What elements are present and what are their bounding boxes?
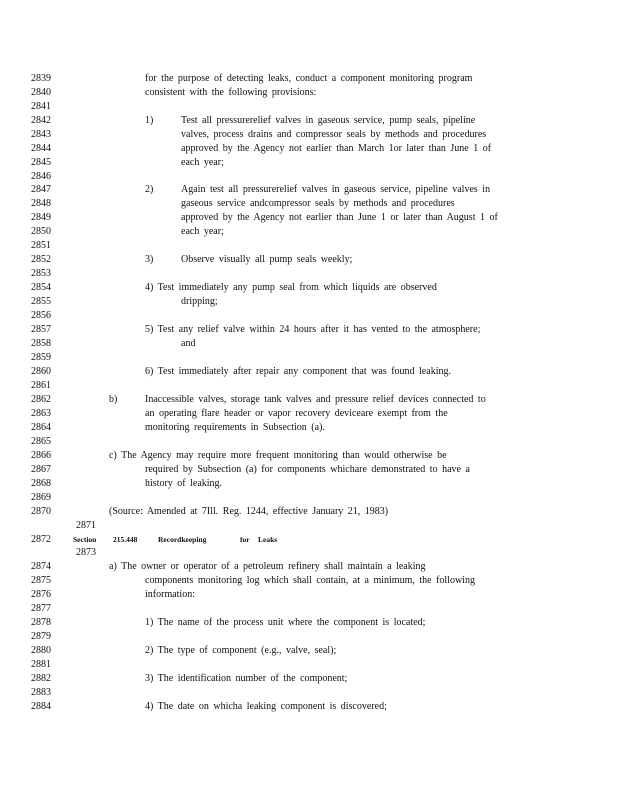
line-number: 2848 — [31, 198, 51, 209]
section-title: Recordkeeping — [158, 535, 207, 544]
line-number: 2879 — [31, 631, 51, 642]
line-text: and — [181, 338, 196, 349]
line-number: 2867 — [31, 464, 51, 475]
line-number: 2845 — [31, 157, 51, 168]
section-title: for — [240, 535, 250, 544]
line-text: Again test all pressurerelief valves in gaseous service, pipeline valves in — [181, 184, 491, 195]
line-number: 2855 — [31, 296, 51, 307]
line-text: approved by the Agency not earlier than March 1or later than June 1 of — [181, 143, 492, 154]
line-number: 2843 — [31, 129, 51, 140]
line-text: history of leaking. — [145, 478, 223, 489]
line-number: 2847 — [31, 184, 51, 195]
line-text: 4) The date on whicha leaking component is discovered; — [145, 701, 387, 712]
source-note: (Source: Amended at 7Ill. Reg. 1244, effective January 21, 1983) — [109, 506, 389, 517]
line-number: 2874 — [31, 561, 51, 572]
line-number: 2877 — [31, 603, 51, 614]
list-marker: b) — [109, 394, 118, 405]
line-number: 2852 — [31, 254, 51, 265]
line-text: Test all pressurerelief valves in gaseous service, pump seals, pipeline — [181, 115, 476, 126]
line-number: 2875 — [31, 575, 51, 586]
line-number: 2858 — [31, 338, 51, 349]
line-number: 2884 — [31, 701, 51, 712]
list-marker: 1) — [145, 115, 154, 126]
line-number: 2871 — [76, 520, 96, 531]
line-text: each year; — [181, 157, 224, 168]
line-text: 1) The name of the process unit where the component is located; — [145, 617, 426, 628]
line-text: 2) The type of component (e.g., valve, seal); — [145, 645, 337, 656]
line-number: 2870 — [31, 506, 51, 517]
line-text: Observe visually all pump seals weekly; — [181, 254, 353, 265]
line-text: approved by the Agency not earlier than June 1 or later than August 1 of — [181, 212, 498, 223]
line-number: 2850 — [31, 226, 51, 237]
line-text: 3) The identification number of the component; — [145, 673, 348, 684]
line-number: 2864 — [31, 422, 51, 433]
line-number: 2861 — [31, 380, 51, 391]
list-marker: 3) — [145, 254, 154, 265]
line-number: 2873 — [76, 547, 96, 558]
line-number: 2883 — [31, 687, 51, 698]
section-number: 215.448 — [113, 535, 138, 544]
line-number: 2869 — [31, 492, 51, 503]
line-text: valves, process drains and compressor seals by methods and procedures — [181, 129, 487, 140]
line-number: 2839 — [31, 73, 51, 84]
line-number: 2881 — [31, 659, 51, 670]
line-number: 2872 — [31, 534, 51, 545]
line-number: 2866 — [31, 450, 51, 461]
line-number: 2880 — [31, 645, 51, 656]
line-text: monitoring requirements in Subsection (a). — [145, 422, 325, 433]
line-text: an operating flare header or vapor recovery deviceare exempt from the — [145, 408, 448, 419]
line-number: 2842 — [31, 115, 51, 126]
line-number: 2876 — [31, 589, 51, 600]
line-text: 6) Test immediately after repair any component that was found leaking. — [145, 366, 451, 377]
line-number: 2859 — [31, 352, 51, 363]
line-text: a) The owner or operator of a petroleum refinery shall maintain a leaking — [109, 561, 426, 572]
line-number: 2862 — [31, 394, 51, 405]
line-number: 2849 — [31, 212, 51, 223]
line-text: each year; — [181, 226, 224, 237]
line-text: Inaccessible valves, storage tank valves and pressure relief devices connected to — [145, 394, 486, 405]
line-number: 2854 — [31, 282, 51, 293]
line-text: gaseous service andcompressor seals by methods and procedures — [181, 198, 455, 209]
line-number: 2860 — [31, 366, 51, 377]
line-number: 2857 — [31, 324, 51, 335]
line-number: 2863 — [31, 408, 51, 419]
line-text: information: — [145, 589, 195, 600]
line-text: dripping; — [181, 296, 218, 307]
line-text: required by Subsection (a) for components whichare demonstrated to have a — [145, 464, 470, 475]
line-number: 2840 — [31, 87, 51, 98]
line-number: 2878 — [31, 617, 51, 628]
line-number: 2841 — [31, 101, 51, 112]
line-number: 2882 — [31, 673, 51, 684]
line-number: 2865 — [31, 436, 51, 447]
line-number: 2856 — [31, 310, 51, 321]
line-number: 2853 — [31, 268, 51, 279]
line-text: consistent with the following provisions: — [145, 87, 317, 98]
list-marker: 2) — [145, 184, 154, 195]
line-text: 4) Test immediately any pump seal from which liquids are observed — [145, 282, 437, 293]
line-number: 2844 — [31, 143, 51, 154]
line-number: 2868 — [31, 478, 51, 489]
line-text: for the purpose of detecting leaks, conduct a component monitoring program — [145, 73, 473, 84]
line-number: 2846 — [31, 171, 51, 182]
line-text: components monitoring log which shall contain, at a minimum, the following — [145, 575, 475, 586]
section-title: Leaks — [258, 535, 278, 544]
line-text: 5) Test any relief valve within 24 hours after it has vented to the atmosphere; — [145, 324, 481, 335]
line-text: c) The Agency may require more frequent monitoring than would otherwise be — [109, 450, 447, 461]
section-label: Section — [73, 535, 97, 544]
line-number: 2851 — [31, 240, 51, 251]
